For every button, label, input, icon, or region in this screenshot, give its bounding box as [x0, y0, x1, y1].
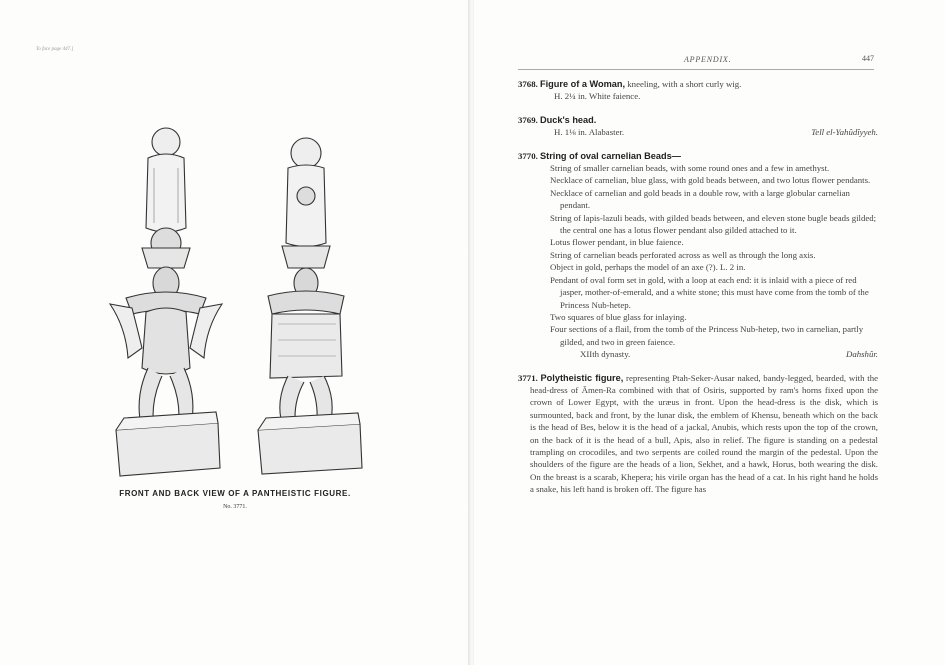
- entry-location: Tell el-Yahûdîyyeh.: [811, 127, 878, 138]
- entry-number: 3771.: [518, 372, 538, 383]
- entry-title: String of oval carnelian Beads—: [540, 150, 681, 161]
- bead-item: Two squares of blue glass for inlaying.: [550, 311, 687, 322]
- entry-number: 3769.: [518, 114, 538, 125]
- bead-item: Four sections of a flail, from the tomb of the Princess Nub-hetep, two in carnelian, partly gilded, and two in green faience.: [550, 324, 864, 347]
- catalogue-entry-3770: [518, 150, 878, 361]
- entry-measurement: H. 1⅛ in. Alabaster.: [554, 127, 625, 138]
- pantheistic-figure-illustration: [96, 118, 386, 478]
- bead-item: Necklace of carnelian, blue glass, with gold beads between, and two lotus flower pendants.: [550, 175, 871, 186]
- catalogue-entry-3768: [518, 78, 878, 103]
- figure-number: No. 3771.: [223, 504, 247, 510]
- entry-measurement-line: [518, 126, 878, 138]
- page-number: 447: [862, 54, 874, 63]
- bead-item: String of smaller carnelian beads, with some round ones and a few in amethyst.: [550, 163, 830, 174]
- dynasty: XIIth dynasty.: [580, 349, 631, 360]
- entry-description: kneeling, with a short curly wig.: [625, 79, 742, 89]
- entry-title: Polytheistic figure,: [540, 372, 624, 383]
- catalogue-entry-3771: [518, 372, 878, 496]
- left-page: [0, 0, 468, 665]
- bead-item: Object in gold, perhaps the model of an axe (?). L. 2 in.: [550, 262, 746, 273]
- entry-number: 3770.: [518, 150, 538, 161]
- back-view-figure: [258, 138, 362, 474]
- figure-caption: FRONT AND BACK VIEW OF A PANTHEISTIC FIGURE.: [119, 489, 351, 498]
- right-page: [474, 0, 945, 665]
- entry-body-text: representing Ptah-Seker-Ausar naked, bandy-legged, bearded, with the head-dress of Āmen-Ra combined with that of Osiris, supported by ram's horns fixed upon the crown of Lower Egypt, with the uræus in front. Upon the head-dress is the disk, which is surmounted, back and front, by the lunar disk, the emblem of Khensu, beneath which on the back is the head of Bes, below it is the head of a jackal, Anubis, which rests upon the top of the crown, on the back of it is the head of a bull, Apis, also in relief. The figure is standing on a pedestal trampling on crocodiles, and two serpents are coiled round the margin of the pedestal. Upon the shoulders of the figure are the heads of a lion, Sekhet, and a hawk, Horus, both wearing the disk. On the breast is a scarab, Khepera; his virile organ has the head of a cat. In his right hand he holds a snake, his left hand is broken off. The figure has: [530, 372, 878, 495]
- bead-item: Necklace of carnelian and gold beads in a double row, with a large globular carnelian pendant.: [550, 187, 850, 211]
- entry-number: 3768.: [518, 79, 538, 89]
- entry-title: Figure of a Woman,: [540, 79, 626, 89]
- entry-location: Dahshûr.: [845, 349, 878, 360]
- catalogue-entries: [518, 78, 878, 507]
- front-view-figure: [110, 128, 222, 476]
- plate-header-note: To face page 447.]: [36, 47, 74, 52]
- bead-item: Lotus flower pendant, in blue faience.: [550, 237, 684, 248]
- bead-item: String of carnelian beads perforated across as well as through the long axis.: [550, 249, 816, 260]
- running-head: APPENDIX.: [684, 55, 732, 64]
- bead-item: Pendant of oval form set in gold, with a loop at each end: it is inlaid with a piece of red jasper, mother-of-emerald, and a white stone; this must have come from the tomb of the Princess Nub-hetep.: [550, 274, 869, 310]
- catalogue-entry-3769: [518, 114, 878, 139]
- dynasty-line: [518, 348, 878, 360]
- bead-item: String of lapis-lazuli beads, with gilded beads between, and eleven stone bugle beads gilded; the central one has a lotus flower pendant also gilded attached to it.: [550, 212, 877, 236]
- header-rule: [518, 69, 874, 70]
- entry-title: Duck's head.: [540, 114, 597, 125]
- entry-measurement: H. 2¼ in. White faience.: [554, 91, 641, 102]
